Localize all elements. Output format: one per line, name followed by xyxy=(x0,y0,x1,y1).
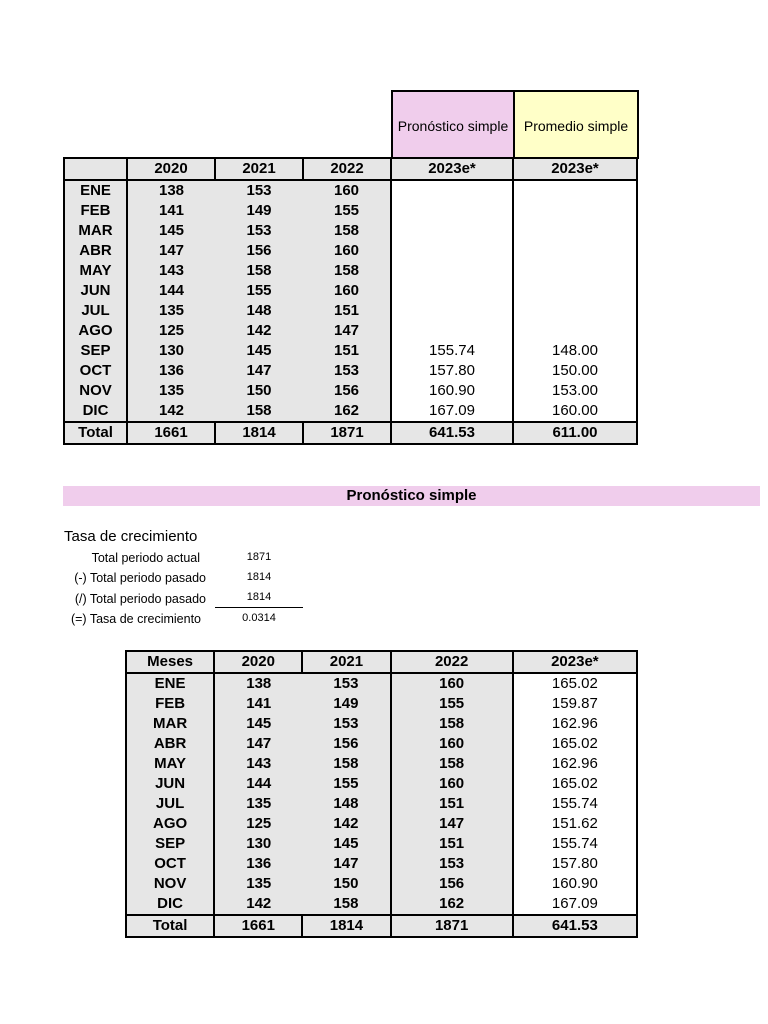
value-cell: 151 xyxy=(303,341,391,361)
value-cell: 147 xyxy=(391,814,513,834)
value-cell: 160.90 xyxy=(513,874,637,894)
value-cell: 138 xyxy=(127,180,215,201)
growth-rate-title: Tasa de crecimiento xyxy=(64,528,198,545)
value-cell: 147 xyxy=(215,361,303,381)
value-cell: 150 xyxy=(302,874,390,894)
value-cell: 147 xyxy=(302,854,390,874)
table-row xyxy=(126,734,637,754)
value-cell: 145 xyxy=(302,834,390,854)
column-header: 2020 xyxy=(127,158,215,180)
table-row xyxy=(64,221,637,241)
value-cell xyxy=(391,180,513,201)
growth-line-value: 1871 xyxy=(246,551,272,563)
value-cell: 155.74 xyxy=(391,341,513,361)
header-row xyxy=(126,651,637,673)
value-cell: 130 xyxy=(127,341,215,361)
table-row xyxy=(126,754,637,774)
total-value: 1661 xyxy=(214,915,302,937)
value-cell: 158 xyxy=(215,401,303,422)
value-cell: 155 xyxy=(302,774,390,794)
months-header: Meses xyxy=(126,651,214,673)
value-cell: 150.00 xyxy=(513,361,637,381)
total-row xyxy=(126,915,637,937)
month-label: AGO xyxy=(126,814,214,834)
value-cell: 148 xyxy=(215,301,303,321)
value-cell: 155 xyxy=(303,201,391,221)
value-cell xyxy=(513,301,637,321)
month-label: DIC xyxy=(64,401,127,422)
table-row xyxy=(126,714,637,734)
value-cell: 156 xyxy=(303,381,391,401)
value-cell: 125 xyxy=(214,814,302,834)
value-cell: 142 xyxy=(127,401,215,422)
value-cell: 159.87 xyxy=(513,694,637,714)
value-cell: 147 xyxy=(303,321,391,341)
total-value: 1814 xyxy=(215,422,303,444)
total-value: 641.53 xyxy=(391,422,513,444)
month-label: ENE xyxy=(64,180,127,201)
value-cell: 136 xyxy=(127,361,215,381)
forecast-column-header xyxy=(391,90,515,159)
table-row xyxy=(64,361,637,381)
value-cell: 151 xyxy=(391,834,513,854)
total-value: 1871 xyxy=(391,915,513,937)
table-row xyxy=(126,814,637,834)
forecast-header-label: Pronóstico simple xyxy=(397,117,509,134)
value-cell: 149 xyxy=(215,201,303,221)
value-cell xyxy=(391,321,513,341)
total-value: 641.53 xyxy=(513,915,637,937)
table-row xyxy=(126,694,637,714)
table-row xyxy=(126,854,637,874)
value-cell: 148.00 xyxy=(513,341,637,361)
value-cell: 158 xyxy=(303,261,391,281)
growth-line-value: 1814 xyxy=(246,571,272,583)
value-cell: 145 xyxy=(127,221,215,241)
value-cell: 150 xyxy=(215,381,303,401)
value-cell: 142 xyxy=(214,894,302,915)
value-cell: 160 xyxy=(303,241,391,261)
month-label: OCT xyxy=(126,854,214,874)
calc-underline xyxy=(215,607,303,608)
total-value: 1871 xyxy=(303,422,391,444)
month-label: JUL xyxy=(64,301,127,321)
value-cell: 156 xyxy=(215,241,303,261)
value-cell: 151 xyxy=(303,301,391,321)
value-cell: 151 xyxy=(391,794,513,814)
value-cell: 145 xyxy=(214,714,302,734)
month-label: MAR xyxy=(126,714,214,734)
month-label: MAR xyxy=(64,221,127,241)
value-cell: 158 xyxy=(391,714,513,734)
value-cell: 148 xyxy=(302,794,390,814)
column-header: 2023e* xyxy=(391,158,513,180)
value-cell: 138 xyxy=(214,673,302,694)
value-cell: 141 xyxy=(127,201,215,221)
table-row xyxy=(126,794,637,814)
value-cell xyxy=(391,301,513,321)
value-cell: 153 xyxy=(215,180,303,201)
value-cell: 160 xyxy=(391,734,513,754)
section-banner-label: Pronóstico simple xyxy=(346,487,477,504)
value-cell: 151.62 xyxy=(513,814,637,834)
column-header: 2021 xyxy=(215,158,303,180)
month-label: AGO xyxy=(64,321,127,341)
value-cell: 153 xyxy=(303,361,391,381)
section-banner xyxy=(63,486,760,506)
value-cell: 156 xyxy=(391,874,513,894)
month-label: DIC xyxy=(126,894,214,915)
month-label: NOV xyxy=(64,381,127,401)
table-row xyxy=(64,341,637,361)
value-cell: 135 xyxy=(127,381,215,401)
value-cell: 135 xyxy=(127,301,215,321)
month-label: JUL xyxy=(126,794,214,814)
column-header: 2020 xyxy=(214,651,302,673)
value-cell: 142 xyxy=(215,321,303,341)
value-cell: 147 xyxy=(127,241,215,261)
value-cell: 167.09 xyxy=(513,894,637,915)
growth-line-label: Total periodo actual xyxy=(91,551,200,565)
column-header: 2022 xyxy=(303,158,391,180)
column-header: 2022 xyxy=(391,651,513,673)
value-cell xyxy=(513,180,637,201)
value-cell: 135 xyxy=(214,794,302,814)
table-row xyxy=(126,834,637,854)
value-cell: 160 xyxy=(391,673,513,694)
value-cell: 165.02 xyxy=(513,774,637,794)
table-row xyxy=(64,301,637,321)
value-cell: 153 xyxy=(302,714,390,734)
value-cell xyxy=(513,321,637,341)
total-value: 611.00 xyxy=(513,422,637,444)
column-header: 2021 xyxy=(302,651,390,673)
value-cell: 135 xyxy=(214,874,302,894)
month-label: ABR xyxy=(64,241,127,261)
value-cell: 160.00 xyxy=(513,401,637,422)
table-row xyxy=(126,774,637,794)
value-cell: 165.02 xyxy=(513,673,637,694)
value-cell: 149 xyxy=(302,694,390,714)
value-cell: 155 xyxy=(215,281,303,301)
total-value: 1814 xyxy=(302,915,390,937)
table-row xyxy=(64,261,637,281)
column-header: 2023e* xyxy=(513,651,637,673)
value-cell: 157.80 xyxy=(391,361,513,381)
value-cell: 143 xyxy=(127,261,215,281)
month-label: ENE xyxy=(126,673,214,694)
value-cell: 158 xyxy=(215,261,303,281)
value-cell: 155.74 xyxy=(513,794,637,814)
month-label: SEP xyxy=(126,834,214,854)
month-label: FEB xyxy=(64,201,127,221)
corner-cell xyxy=(64,158,127,180)
value-cell: 162.96 xyxy=(513,714,637,734)
value-cell xyxy=(513,281,637,301)
month-label: MAY xyxy=(64,261,127,281)
value-cell: 142 xyxy=(302,814,390,834)
value-cell: 143 xyxy=(214,754,302,774)
value-cell: 158 xyxy=(391,754,513,774)
forecast-table xyxy=(125,650,638,938)
month-label: SEP xyxy=(64,341,127,361)
value-cell: 136 xyxy=(214,854,302,874)
table-row xyxy=(64,321,637,341)
month-label: ABR xyxy=(126,734,214,754)
value-cell: 141 xyxy=(214,694,302,714)
growth-line-label: (=) Tasa de crecimiento xyxy=(70,612,201,626)
value-cell: 160 xyxy=(303,180,391,201)
month-label: MAY xyxy=(126,754,214,774)
value-cell: 167.09 xyxy=(391,401,513,422)
growth-rate-value: 0.0314 xyxy=(242,612,276,624)
growth-line-value: 1814 xyxy=(246,591,272,603)
table-row xyxy=(64,281,637,301)
table-row xyxy=(126,673,637,694)
table-row xyxy=(64,401,637,422)
value-cell: 160.90 xyxy=(391,381,513,401)
value-cell: 147 xyxy=(214,734,302,754)
total-label: Total xyxy=(64,422,127,444)
value-cell: 144 xyxy=(127,281,215,301)
total-row xyxy=(64,422,637,444)
value-cell xyxy=(391,281,513,301)
average-header-label: Promedio simple xyxy=(523,117,629,134)
value-cell: 144 xyxy=(214,774,302,794)
average-column-header xyxy=(513,90,639,159)
month-label: JUN xyxy=(126,774,214,794)
value-cell: 145 xyxy=(215,341,303,361)
table-row xyxy=(126,874,637,894)
value-cell: 156 xyxy=(302,734,390,754)
value-cell: 158 xyxy=(303,221,391,241)
value-cell: 162.96 xyxy=(513,754,637,774)
table-row xyxy=(126,894,637,915)
growth-line-label: (-) Total periodo pasado xyxy=(74,571,206,585)
value-cell xyxy=(513,241,637,261)
month-label: NOV xyxy=(126,874,214,894)
value-cell: 155.74 xyxy=(513,834,637,854)
value-cell: 153 xyxy=(302,673,390,694)
value-cell: 125 xyxy=(127,321,215,341)
table-row xyxy=(64,381,637,401)
value-cell xyxy=(391,261,513,281)
value-cell: 165.02 xyxy=(513,734,637,754)
column-header: 2023e* xyxy=(513,158,637,180)
value-cell: 162 xyxy=(303,401,391,422)
value-cell: 162 xyxy=(391,894,513,915)
value-cell: 155 xyxy=(391,694,513,714)
total-label: Total xyxy=(126,915,214,937)
growth-line-label: (/) Total periodo pasado xyxy=(74,592,206,606)
value-cell: 153 xyxy=(391,854,513,874)
month-label: FEB xyxy=(126,694,214,714)
month-label: JUN xyxy=(64,281,127,301)
value-cell: 158 xyxy=(302,894,390,915)
value-cell xyxy=(391,241,513,261)
value-cell: 157.80 xyxy=(513,854,637,874)
value-cell xyxy=(513,221,637,241)
header-row xyxy=(64,158,637,180)
value-cell xyxy=(513,201,637,221)
value-cell: 160 xyxy=(303,281,391,301)
value-cell: 153 xyxy=(215,221,303,241)
value-cell: 130 xyxy=(214,834,302,854)
value-cell xyxy=(513,261,637,281)
table-row xyxy=(64,180,637,201)
value-cell xyxy=(391,221,513,241)
historical-sales-table xyxy=(63,157,638,445)
value-cell: 160 xyxy=(391,774,513,794)
table-row xyxy=(64,241,637,261)
value-cell: 158 xyxy=(302,754,390,774)
value-cell: 153.00 xyxy=(513,381,637,401)
value-cell xyxy=(391,201,513,221)
month-label: OCT xyxy=(64,361,127,381)
table-row xyxy=(64,201,637,221)
total-value: 1661 xyxy=(127,422,215,444)
